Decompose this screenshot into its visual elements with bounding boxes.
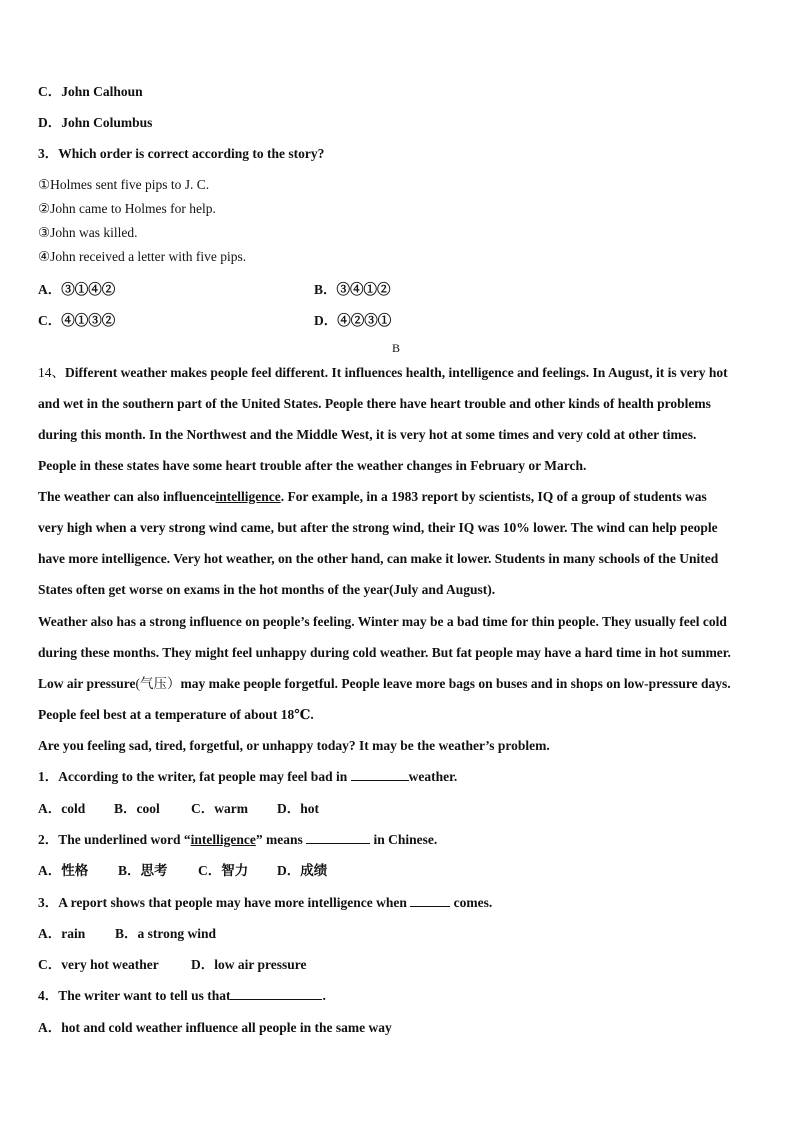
answer-a: A．③①④② (38, 282, 116, 297)
option: A．rain (38, 926, 86, 941)
question-2-options (38, 862, 327, 880)
passage-text: may make people forgetful. People leave more bags on buses and in shops on low-pressure days. (180, 676, 731, 691)
option: A．cold (38, 801, 86, 816)
passage-line-6: very high when a very strong wind came, but after the strong wind, their IQ was 10% lower. The wind can help people (38, 520, 718, 535)
question-text: 4．The writer want to tell us that (38, 988, 231, 1003)
answer-d: D．④②③① (314, 313, 392, 328)
option: C．very hot weather (38, 957, 159, 972)
answer-blank (410, 894, 450, 907)
passage-line-8: States often get worse on exams in the hot months of the year(July and August). (38, 582, 496, 597)
question-1 (38, 768, 457, 786)
passage-text: Low air pressure (38, 676, 136, 691)
question-4 (38, 987, 326, 1005)
option: D．low air pressure (191, 957, 307, 972)
option: B．a strong wind (115, 926, 217, 941)
order-item-3: ③John was killed. (38, 225, 138, 240)
question-text: ” means (255, 832, 303, 847)
question-2 (38, 831, 437, 849)
answer-blank (351, 768, 409, 781)
option: C．智力 (198, 863, 249, 878)
passage-line-11 (38, 675, 731, 693)
option: C．warm (191, 801, 248, 816)
option: B．cool (114, 801, 160, 816)
option-d-prev: D．John Columbus (38, 115, 153, 130)
passage-line-9: Weather also has a strong influence on people’s feeling. Winter may be a bad time for thin people. They usually feel cold (38, 614, 727, 629)
passage-line-7: have more intelligence. Very hot weather, on the other hand, can make it lower. Students in many schools of the United (38, 551, 719, 566)
passage-text: Different weather makes people feel different. It influences health, intelligence and feelings. In August, it is very hot (65, 365, 728, 380)
question-text: weather. (408, 769, 458, 784)
question-text: 2．The underlined word “ (38, 832, 191, 847)
question-text: comes. (453, 895, 493, 910)
option: D．成绩 (277, 863, 328, 878)
passage-line-1 (38, 364, 728, 382)
answer-c: C．④①③② (38, 313, 116, 328)
question-text: 3．A report shows that people may have more intelligence when (38, 895, 407, 910)
passage-line-10: during these months. They might feel unhappy during cold weather. But fat people may have a hard time in hot summer. (38, 645, 731, 660)
underlined-word: intelligence (215, 489, 281, 504)
passage-line-4: People in these states have some heart trouble after the weather changes in February or March. (38, 458, 587, 473)
passage-line-3: during this month. In the Northwest and the Middle West, it is very hot at some times and very cold at other times. (38, 427, 697, 442)
passage-line-13: Are you feeling sad, tired, forgetful, or unhappy today? It may be the weather’s problem. (38, 738, 550, 753)
question-3-prev: 3．Which order is correct according to the story? (38, 146, 325, 161)
passage-text: . For example, in a 1983 report by scientists, IQ of a group of students was (280, 489, 707, 504)
question-text: . (322, 988, 326, 1003)
question-1-options (38, 800, 319, 818)
question-text: in Chinese. (373, 832, 438, 847)
answer-b: B．③④①② (314, 282, 391, 297)
section-label: B (392, 341, 401, 355)
chinese-gloss: (气压） (135, 676, 181, 691)
option: B．思考 (118, 863, 168, 878)
question-4-option-a: A．hot and cold weather influence all people in the same way (38, 1020, 392, 1035)
passage-text: The weather can also influence (38, 489, 216, 504)
answer-blank (306, 831, 370, 844)
passage-line-2: and wet in the southern part of the United States. People there have heart trouble and other kinds of health problems (38, 396, 711, 411)
underlined-word: intelligence (190, 832, 256, 847)
question-3-options-cd (38, 956, 307, 974)
option-c-prev: C．John Calhoun (38, 84, 143, 99)
order-item-4: ④John received a letter with five pips. (38, 249, 247, 264)
option: A．性格 (38, 863, 89, 878)
question-text: 1．According to the writer, fat people may feel bad in (38, 769, 348, 784)
question-3-options-ab (38, 925, 216, 943)
passage-line-12: People feel best at a temperature of about 18℃. (38, 707, 314, 722)
passage-line-5 (38, 488, 707, 506)
question-3 (38, 894, 492, 912)
passage-number: 14、 (38, 365, 65, 380)
answer-blank (230, 987, 322, 1000)
order-item-1: ①Holmes sent five pips to J. C. (38, 177, 210, 192)
option: D．hot (277, 801, 320, 816)
order-item-2: ②John came to Holmes for help. (38, 201, 216, 216)
